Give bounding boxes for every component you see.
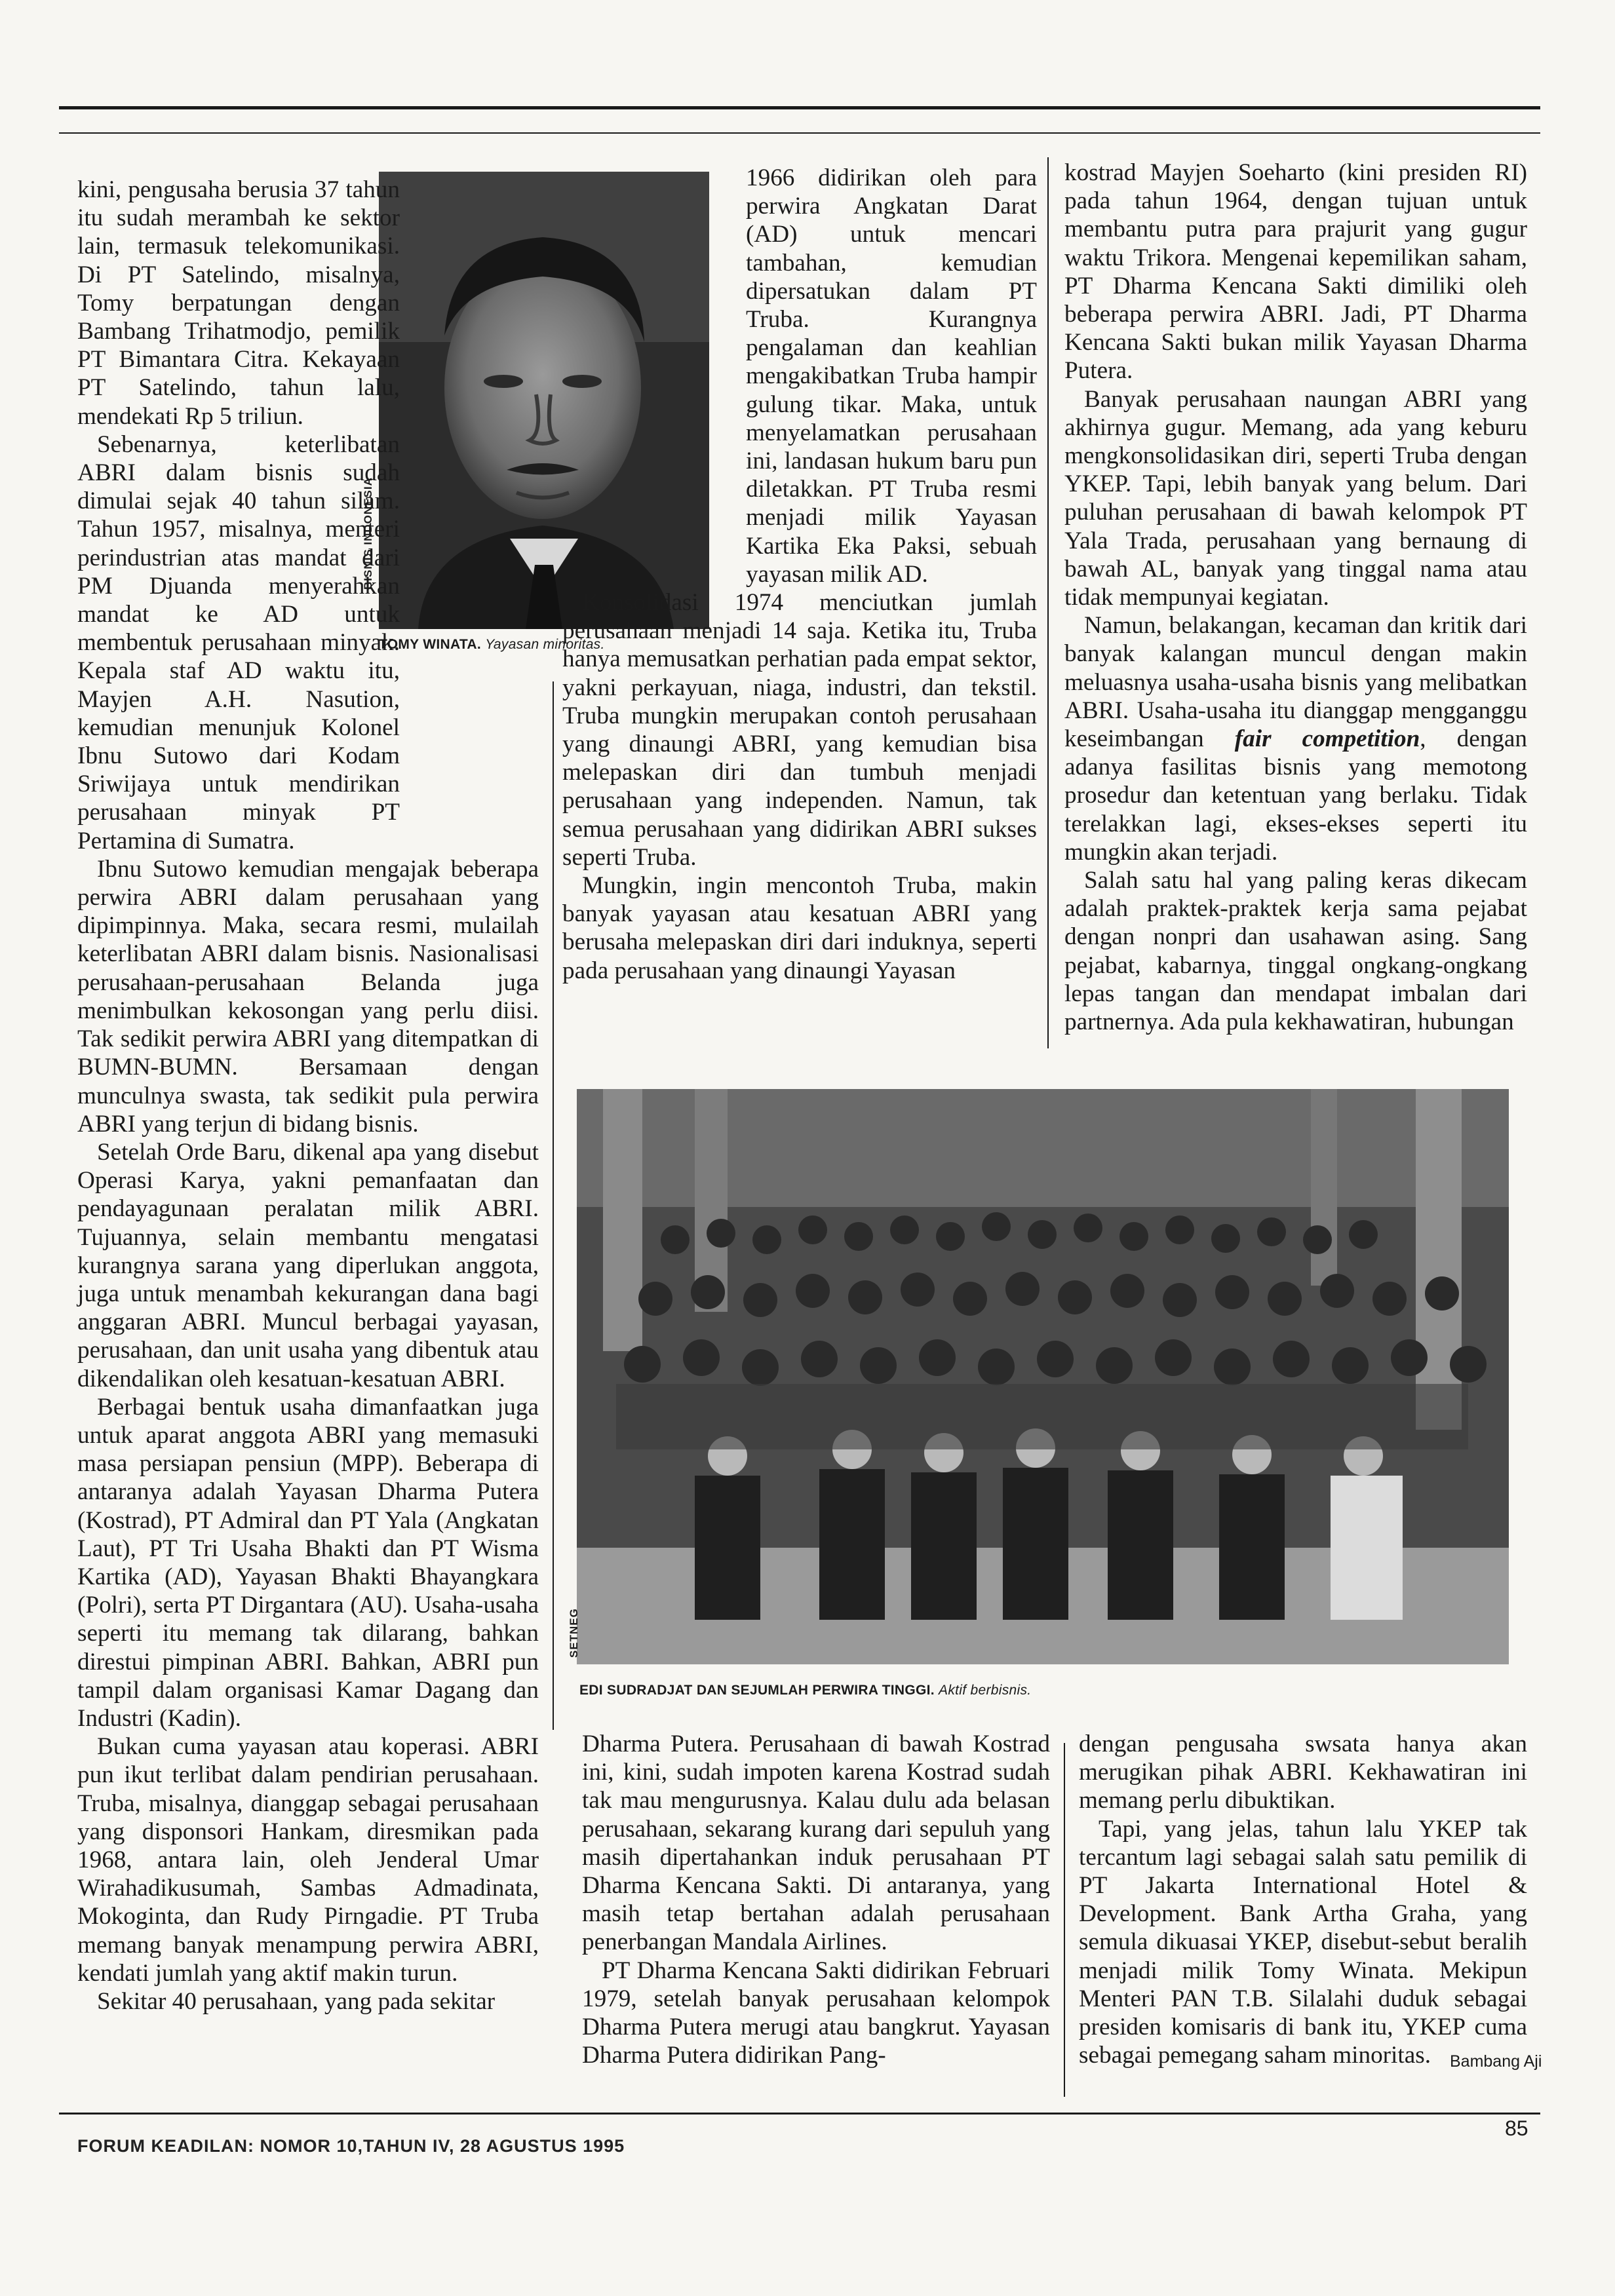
photo-credit: SETNEG [568, 1608, 580, 1658]
article-column-2-top [562, 164, 1037, 985]
paragraph: 1966 didirikan oleh para perwira Angkatan Darat (AD) untuk mencari tambahan, kemudian dipersatukan dalam PT Truba. Kurangnya pengalaman dan keahlian mengakibatkan Truba hampir gulung tikar. Maka, untuk menyelamatkan perusahaan ini, landasan hukum baru pun diletakkan. PT Truba resmi menjadi milik Yayasan Kartika Eka Paksi, sebuah yayasan milik AD. [746, 164, 1037, 588]
paragraph: Ibnu Sutowo kemudian mengajak beberapa perwira ABRI dalam perusahaan yang dipimpinnya. Maka, secara resmi, mulailah keterlibatan ABRI dalam bisnis. Nasionalisasi perusahaan-perusahaan Belanda juga menimbulkan kekosongan yang perlu diisi. Tak sedikit perwira ABRI yang ditempatkan di BUMN-BUMN. Bersamaan dengan munculnya swasta, tak sedikit pula perwira ABRI yang terjun di bidang bisnis. [77, 855, 539, 1138]
paragraph: dengan pengusaha swsata hanya akan merugikan pihak ABRI. Kekhawatiran ini memang perlu dibuktikan. [1079, 1731, 1527, 1814]
article-column-2-bottom [582, 1730, 1050, 2069]
paragraph [1064, 611, 1527, 866]
paragraph: Mungkin, ingin mencontoh Truba, makin banyak yayasan atau kesatuan ABRI yang berusaha melepaskan diri dari induknya, seperti pada perusahaan yang dinaungi Yayasan [562, 872, 1037, 984]
photo-caption [579, 1683, 1497, 1698]
photo-credit: BISNIS INDONESIA [362, 477, 374, 590]
issue-info: NOMOR 10,TAHUN IV, 28 AGUSTUS 1995 [260, 2136, 625, 2156]
caption-text: Aktif berbisnis. [939, 1683, 1032, 1698]
paragraph: Salah satu hal yang paling keras dikecam adalah praktek-praktek kerja sama pejabat dengan nonpri dan usahawan asing. Sang pejabat, kabarnya, tinggal ongkang-ongkang lepas tangan dan mendapat imbalan dari partnernya. Ada pula kekhawatiran, hubungan [1064, 867, 1527, 1036]
caption-name: EDI SUDRADJAT DAN SEJUMLAH PERWIRA TINGGI. [579, 1683, 935, 1698]
text-run: , dengan adanya fasilitas bisnis yang memotong prosedur dan ketentuan yang berlaku. Tidak terelakkan lagi, ekses-ekses seperti itu mungkin akan terjadi. [1064, 725, 1528, 866]
caption-name: TOMY WINATA. [379, 637, 482, 652]
page-number: 85 [1505, 2116, 1528, 2140]
paragraph: Setelah Orde Baru, dikenal apa yang disebut Operasi Karya, yakni pemanfaatan dan pendayagunaan peralatan milik ABRI. Tujuannya, selain membantu mengatasi kurangnya sarana yang diperlukan anggota, juga untuk menambah kekurangan dana bagi anggaran ABRI. Muncul berbagai yayasan, perusahaan, dan unit usaha yang dibentuk atau dikendalikan oleh kesatuan-kesatuan ABRI. [77, 1138, 539, 1392]
paragraph: Bukan cuma yayasan atau koperasi. ABRI pun ikut terlibat dalam pendirian perusahaan. Truba, misalnya, dianggap sebagai perusahaan yang disponsori Hankam, diresmikan pada 1968, antara lain, oleh Jenderal Umar Wirahadikusumah, Sambas Admadinata, Mokoginta, dan Rudy Pirngadie. PT Truba memang banyak menampung perwira ABRI, kendati jumlah yang aktif makin turun. [77, 1733, 539, 1987]
column-divider [1064, 1743, 1065, 2097]
paragraph: Sebenarnya, keterlibatan ABRI dalam bisnis sudah dimulai sejak 40 tahun silam. Tahun 1957, misalnya, menteri perindustrian atas mandat dari PM Djuanda menyerahkan mandat ke AD untuk membentuk perusahaan minyak. Kepala staf AD waktu itu, Mayjen A.H. Nasution, kemudian menunjuk Kolonel Ibnu Sutowo dari Kodam Sriwijaya untuk mendirikan perusahaan minyak PT Pertamina di Sumatra. [77, 430, 400, 854]
footer-rule [59, 2113, 1540, 2114]
top-rule [59, 106, 1540, 109]
paragraph: kostrad Mayjen Soeharto (kini presiden RI) pada tahun 1964, dengan tujuan untuk membantu putra para prajurit yang gugur waktu Trikora. Mengenai kepemilikan saham, PT Dharma Kencana Sakti dimiliki oleh beberapa perwira ABRI. Jadi, PT Dharma Kencana Sakti bukan milik Yayasan Dharma Putera. [1064, 159, 1527, 385]
masthead: FORUM KEADILAN: [77, 2136, 254, 2156]
group-photo [577, 1089, 1509, 1664]
paragraph: Banyak perusahaan naungan ABRI yang akhirnya gugur. Memang, ada yang keburu mengkonsolidasikan diri, seperti Truba dengan YKEP. Tapi, lebih banyak yang belum. Dari puluhan perusahaan di bawah kelompok PT Yala Trada, perusahaan yang bernaung di bawah AL, banyak yang tinggal nama atau tidak mempunyai kegiatan. [1064, 385, 1527, 611]
text-run: Namun, belakangan, kecaman dan kritik dari banyak kalangan muncul dengan makin meluasnya usaha-usaha bisnis yang melibatkan ABRI. Usaha-usaha itu dianggap mengganggu keseimbangan [1064, 612, 1527, 753]
caption-text: Yayasan minoritas. [485, 637, 605, 652]
column-divider [553, 681, 554, 1730]
paragraph: kini, pengusaha berusia 37 tahun itu sudah merambah ke sektor lain, termasuk telekomunikasi. Di PT Satelindo, misalnya, Tomy berpatungan dengan Bambang Trihatmodjo, pemilik PT Bimantara Citra. Kekayaan PT Satelindo, tahun lalu, mendekati Rp 5 triliun. [77, 176, 400, 430]
paragraph: Berbagai bentuk usaha dimanfaatkan juga untuk aparat anggota ABRI yang memasuki masa persiapan pensiun (MPP). Beberapa di antaranya adalah Yayasan Dharma Putera (Kostrad), PT Admiral dan PT Yala (Angkatan Laut), PT Tri Usaha Bhakti dan PT Wisma Kartika (AD), Yayasan Bhakti Bhayangkara (Polri), serta PT Dirgantara (AU). Usaha-usaha seperti itu memang tak dilarang, bahkan direstui pimpinan ABRI. Bahkan, ABRI pun tampil dalam organisasi Kamar Dagang dan Industri (Kadin). [77, 1393, 539, 1732]
column-divider [1047, 157, 1049, 1048]
article-column-3-bottom [1079, 1730, 1527, 2069]
group-image [577, 1089, 1509, 1664]
paragraph: Sekitar 40 perusahaan, yang pada sekitar [97, 1988, 496, 2015]
article-column-1 [77, 176, 539, 2016]
footer-credit [77, 2136, 625, 2156]
paragraph: Tapi, yang jelas, tahun lalu YKEP tak tercantum lagi sebagai salah satu pemilik di PT Jakarta International Hotel & Development. Bank Artha Graha, yang semula dikuasai YKEP, disebut-sebut beralih menjadi milik Tomy Winata. Mekipun Menteri PAN T.B. Silalahi duduk sebagai presiden komisaris di bank itu, YKEP cuma sebagai pemegang saham minoritas. [1079, 1815, 1527, 2069]
author-byline: Bambang Aji [1450, 2052, 1542, 2071]
paragraph: PT Dharma Kencana Sakti didirikan Februari 1979, setelah banyak perusahaan kelompok Dharma Putera merugi atau bangkrut. Yayasan Dharma Putera didirikan Pang- [582, 1957, 1050, 2069]
emphasis: fair competition [1234, 725, 1420, 753]
top-rule-thin [59, 132, 1540, 134]
paragraph: Konsolidasi 1974 menciutkan jumlah perusahaan menjadi 14 saja. Ketika itu, Truba hanya memusatkan perhatian pada empat sektor, yakni perkayuan, niaga, industri, dan tekstil. Truba mungkin merupakan contoh perusahaan yang dinaungi ABRI, yang kemudian bisa melepaskan diri dan tumbuh menjadi perusahaan yang independen. Namun, tak semua perusahaan yang didirikan ABRI sukses seperti Truba. [562, 589, 1037, 871]
paragraph: Dharma Putera. Perusahaan di bawah Kostrad ini, kini, sudah impoten karena Kostrad sudah tak mau mengurusnya. Kalau dulu ada belasan perusahaan, sekarang kurang dari sepuluh yang masih dipertahankan induk perusahaan PT Dharma Kencana Sakti. Di antaranya, yang masih tetap bertahan adalah perusahaan penerbangan Mandala Airlines. [582, 1731, 1050, 1956]
article-column-3-top [1064, 159, 1527, 1036]
